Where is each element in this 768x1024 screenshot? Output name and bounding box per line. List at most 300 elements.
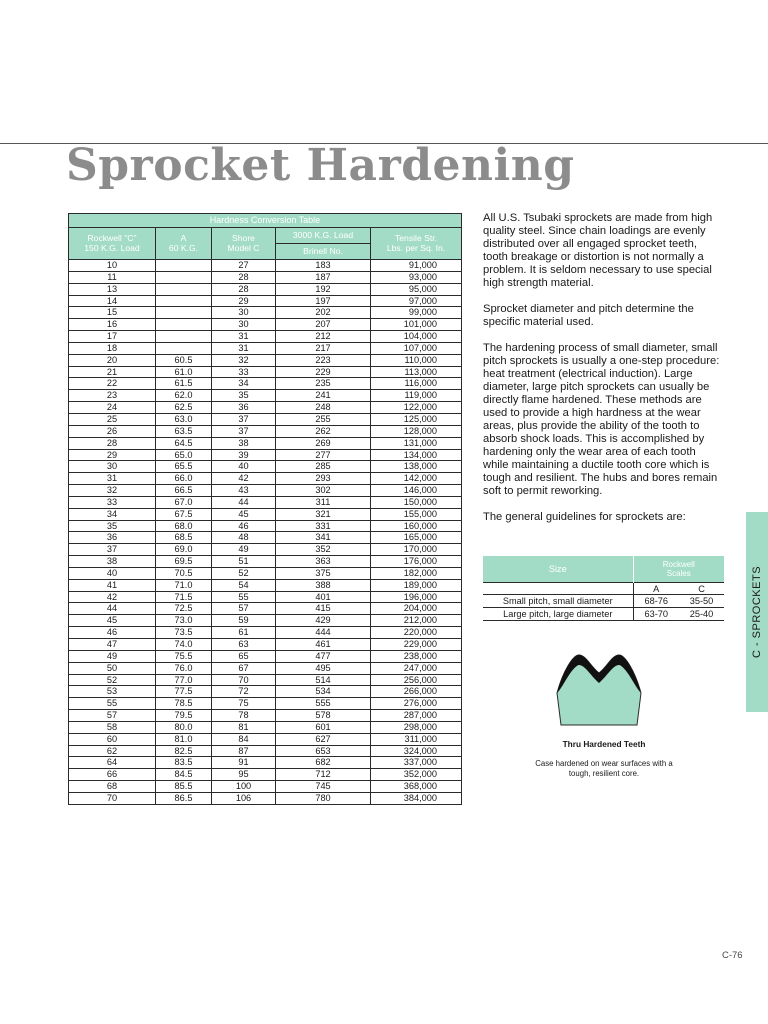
tensile-cell: 97,000 bbox=[371, 295, 462, 307]
header-tensile: Tensile Str. Lbs. per Sq. In. bbox=[371, 228, 462, 260]
tensile-cell: 352,000 bbox=[371, 769, 462, 781]
tensile-cell: 182,000 bbox=[371, 567, 462, 579]
brinell-cell: 534 bbox=[276, 686, 371, 698]
a-cell: 85.5 bbox=[156, 781, 212, 793]
table-row bbox=[69, 662, 462, 674]
shore-cell: 106 bbox=[212, 792, 276, 804]
tensile-cell: 165,000 bbox=[371, 532, 462, 544]
table-row bbox=[69, 449, 462, 461]
brinell-cell: 207 bbox=[276, 319, 371, 331]
a-cell: 63-70 bbox=[633, 608, 679, 621]
shore-cell: 54 bbox=[212, 579, 276, 591]
tensile-cell: 256,000 bbox=[371, 674, 462, 686]
table-row bbox=[69, 437, 462, 449]
shore-cell: 37 bbox=[212, 425, 276, 437]
shore-cell: 37 bbox=[212, 413, 276, 425]
brinell-cell: 293 bbox=[276, 473, 371, 485]
shore-cell: 29 bbox=[212, 295, 276, 307]
rockwell-c-cell: 22 bbox=[69, 378, 156, 390]
rockwell-c-cell: 24 bbox=[69, 402, 156, 414]
shore-cell: 39 bbox=[212, 449, 276, 461]
shore-cell: 67 bbox=[212, 662, 276, 674]
rockwell-c-cell: 23 bbox=[69, 390, 156, 402]
rockwell-c-cell: 31 bbox=[69, 473, 156, 485]
figure-caption: Thru Hardened Teeth bbox=[562, 739, 646, 749]
figure-note: Case hardened on wear surfaces with a tough, resilient core. bbox=[535, 759, 673, 778]
brinell-cell: 255 bbox=[276, 413, 371, 425]
a-cell: 61.0 bbox=[156, 366, 212, 378]
a-cell: 64.5 bbox=[156, 437, 212, 449]
page-number: C-76 bbox=[722, 950, 743, 961]
tensile-cell: 93,000 bbox=[371, 271, 462, 283]
a-cell: 86.5 bbox=[156, 792, 212, 804]
a-cell: 66.0 bbox=[156, 473, 212, 485]
shore-cell: 28 bbox=[212, 283, 276, 295]
hardened-teeth-illustration bbox=[553, 651, 645, 727]
tensile-cell: 176,000 bbox=[371, 556, 462, 568]
tensile-cell: 160,000 bbox=[371, 520, 462, 532]
paragraph: Sprocket diameter and pitch determine the specific material used. bbox=[483, 303, 694, 328]
brinell-cell: 302 bbox=[276, 485, 371, 497]
table-row bbox=[69, 366, 462, 378]
brinell-cell: 429 bbox=[276, 615, 371, 627]
rockwell-c-cell: 25 bbox=[69, 413, 156, 425]
brinell-cell: 248 bbox=[276, 402, 371, 414]
table-row bbox=[69, 295, 462, 307]
table-row bbox=[69, 544, 462, 556]
rockwell-c-cell: 33 bbox=[69, 496, 156, 508]
brinell-cell: 745 bbox=[276, 781, 371, 793]
table-row bbox=[483, 608, 724, 621]
shore-cell: 81 bbox=[212, 721, 276, 733]
rockwell-c-cell: 26 bbox=[69, 425, 156, 437]
brinell-cell: 183 bbox=[276, 260, 371, 272]
tensile-cell: 95,000 bbox=[371, 283, 462, 295]
shore-cell: 59 bbox=[212, 615, 276, 627]
a-cell: 82.5 bbox=[156, 745, 212, 757]
shore-cell: 27 bbox=[212, 260, 276, 272]
a-cell: 65.0 bbox=[156, 449, 212, 461]
brinell-cell: 311 bbox=[276, 496, 371, 508]
a-cell: 67.5 bbox=[156, 508, 212, 520]
brinell-cell: 653 bbox=[276, 745, 371, 757]
paragraph: The hardening process of small diameter, small pitch sprockets is usually a one-step procedure: heat treatment (electrical induction). Large diameter, large pitch sprockets can usually be directly flame hardened. These methods are used to provide a high hardness at the wear areas, plus provide the ability of the tooth to absorb shock loads. This is accomplished by hardening only the wear area of each tooth while maintaining a ductile tooth core which is tough and resilient. The hubs and bores remain soft to permit reworking. bbox=[483, 342, 720, 497]
table-row bbox=[69, 579, 462, 591]
a-cell: 69.0 bbox=[156, 544, 212, 556]
a-cell: 76.0 bbox=[156, 662, 212, 674]
brinell-cell: 712 bbox=[276, 769, 371, 781]
a-cell: 61.5 bbox=[156, 378, 212, 390]
table-row bbox=[483, 595, 724, 608]
rockwell-c-cell: 21 bbox=[69, 366, 156, 378]
hardness-conversion-table bbox=[68, 213, 462, 805]
shore-cell: 28 bbox=[212, 271, 276, 283]
tensile-cell: 113,000 bbox=[371, 366, 462, 378]
header-size: Size bbox=[483, 556, 633, 583]
table-row bbox=[69, 260, 462, 272]
a-cell: 68.5 bbox=[156, 532, 212, 544]
rockwell-c-cell: 38 bbox=[69, 556, 156, 568]
shore-cell: 30 bbox=[212, 307, 276, 319]
table-row bbox=[69, 733, 462, 745]
brinell-cell: 192 bbox=[276, 283, 371, 295]
brinell-cell: 601 bbox=[276, 721, 371, 733]
tensile-cell: 311,000 bbox=[371, 733, 462, 745]
header-col-a: A bbox=[633, 583, 679, 595]
rockwell-c-cell: 62 bbox=[69, 745, 156, 757]
table-row bbox=[69, 425, 462, 437]
tensile-cell: 122,000 bbox=[371, 402, 462, 414]
table-row bbox=[69, 271, 462, 283]
a-cell: 70.5 bbox=[156, 567, 212, 579]
a-cell: 66.5 bbox=[156, 485, 212, 497]
tensile-cell: 116,000 bbox=[371, 378, 462, 390]
table-row bbox=[69, 591, 462, 603]
table-row bbox=[69, 413, 462, 425]
a-cell bbox=[156, 295, 212, 307]
a-cell bbox=[156, 260, 212, 272]
rockwell-c-cell: 53 bbox=[69, 686, 156, 698]
section-tab-label: C - SPROCKETS bbox=[751, 565, 764, 659]
rockwell-c-cell: 34 bbox=[69, 508, 156, 520]
brinell-cell: 241 bbox=[276, 390, 371, 402]
shore-cell: 61 bbox=[212, 627, 276, 639]
brinell-cell: 202 bbox=[276, 307, 371, 319]
table-row bbox=[69, 721, 462, 733]
brinell-cell: 269 bbox=[276, 437, 371, 449]
rockwell-c-cell: 16 bbox=[69, 319, 156, 331]
shore-cell: 44 bbox=[212, 496, 276, 508]
rockwell-c-cell: 68 bbox=[69, 781, 156, 793]
rockwell-c-cell: 52 bbox=[69, 674, 156, 686]
c-cell: 25-40 bbox=[679, 608, 724, 621]
a-cell: 73.0 bbox=[156, 615, 212, 627]
a-cell: 80.0 bbox=[156, 721, 212, 733]
rockwell-c-cell: 32 bbox=[69, 485, 156, 497]
table-row bbox=[69, 485, 462, 497]
a-cell: 75.5 bbox=[156, 650, 212, 662]
brinell-cell: 321 bbox=[276, 508, 371, 520]
rockwell-c-cell: 40 bbox=[69, 567, 156, 579]
a-cell: 68.0 bbox=[156, 520, 212, 532]
paragraph: All U.S. Tsubaki sprockets are made from high quality steel. Since chain loadings are evenly distributed over all engaged sprocket teeth, tooth breakage or distortion is not normally a problem. It is seldom necessary to use special high strength material. bbox=[483, 212, 713, 289]
rockwell-c-cell: 46 bbox=[69, 627, 156, 639]
tensile-cell: 107,000 bbox=[371, 342, 462, 354]
a-cell: 71.0 bbox=[156, 579, 212, 591]
size-cell: Large pitch, large diameter bbox=[483, 608, 633, 621]
rockwell-c-cell: 50 bbox=[69, 662, 156, 674]
shore-cell: 65 bbox=[212, 650, 276, 662]
brinell-cell: 197 bbox=[276, 295, 371, 307]
a-cell bbox=[156, 271, 212, 283]
tensile-cell: 229,000 bbox=[371, 639, 462, 651]
rockwell-c-cell: 10 bbox=[69, 260, 156, 272]
shore-cell: 46 bbox=[212, 520, 276, 532]
table-row bbox=[69, 639, 462, 651]
tensile-cell: 110,000 bbox=[371, 354, 462, 366]
brinell-cell: 363 bbox=[276, 556, 371, 568]
tensile-cell: 125,000 bbox=[371, 413, 462, 425]
rockwell-c-cell: 35 bbox=[69, 520, 156, 532]
rockwell-c-cell: 17 bbox=[69, 331, 156, 343]
brinell-cell: 352 bbox=[276, 544, 371, 556]
brinell-cell: 229 bbox=[276, 366, 371, 378]
tensile-cell: 337,000 bbox=[371, 757, 462, 769]
shore-cell: 84 bbox=[212, 733, 276, 745]
table-row bbox=[69, 650, 462, 662]
brinell-cell: 477 bbox=[276, 650, 371, 662]
c-cell: 35-50 bbox=[679, 595, 724, 608]
tensile-cell: 99,000 bbox=[371, 307, 462, 319]
table-row bbox=[69, 603, 462, 615]
table-row bbox=[69, 710, 462, 722]
tensile-cell: 131,000 bbox=[371, 437, 462, 449]
a-cell: 63.5 bbox=[156, 425, 212, 437]
a-cell: 65.5 bbox=[156, 461, 212, 473]
shore-cell: 48 bbox=[212, 532, 276, 544]
tensile-cell: 104,000 bbox=[371, 331, 462, 343]
a-cell: 72.5 bbox=[156, 603, 212, 615]
rockwell-c-cell: 18 bbox=[69, 342, 156, 354]
brinell-cell: 341 bbox=[276, 532, 371, 544]
table-row bbox=[69, 627, 462, 639]
table-row bbox=[69, 781, 462, 793]
tensile-cell: 189,000 bbox=[371, 579, 462, 591]
rockwell-c-cell: 64 bbox=[69, 757, 156, 769]
table-row bbox=[69, 307, 462, 319]
table-row bbox=[69, 342, 462, 354]
brinell-cell: 780 bbox=[276, 792, 371, 804]
tensile-cell: 287,000 bbox=[371, 710, 462, 722]
shore-cell: 33 bbox=[212, 366, 276, 378]
tensile-cell: 247,000 bbox=[371, 662, 462, 674]
shore-cell: 49 bbox=[212, 544, 276, 556]
tensile-cell: 155,000 bbox=[371, 508, 462, 520]
rockwell-c-cell: 42 bbox=[69, 591, 156, 603]
table-row bbox=[69, 532, 462, 544]
body-text bbox=[483, 212, 723, 537]
tensile-cell: 142,000 bbox=[371, 473, 462, 485]
shore-cell: 40 bbox=[212, 461, 276, 473]
tensile-cell: 128,000 bbox=[371, 425, 462, 437]
rockwell-c-cell: 41 bbox=[69, 579, 156, 591]
size-cell: Small pitch, small diameter bbox=[483, 595, 633, 608]
brinell-cell: 235 bbox=[276, 378, 371, 390]
shore-cell: 31 bbox=[212, 342, 276, 354]
brinell-cell: 555 bbox=[276, 698, 371, 710]
rockwell-c-cell: 28 bbox=[69, 437, 156, 449]
shore-cell: 38 bbox=[212, 437, 276, 449]
tensile-cell: 134,000 bbox=[371, 449, 462, 461]
tensile-cell: 138,000 bbox=[371, 461, 462, 473]
tensile-cell: 384,000 bbox=[371, 792, 462, 804]
table-row bbox=[69, 331, 462, 343]
section-tab bbox=[746, 512, 768, 712]
shore-cell: 70 bbox=[212, 674, 276, 686]
brinell-cell: 401 bbox=[276, 591, 371, 603]
a-cell: 63.0 bbox=[156, 413, 212, 425]
shore-cell: 35 bbox=[212, 390, 276, 402]
a-cell: 73.5 bbox=[156, 627, 212, 639]
brinell-cell: 514 bbox=[276, 674, 371, 686]
rockwell-c-cell: 55 bbox=[69, 698, 156, 710]
shore-cell: 87 bbox=[212, 745, 276, 757]
shore-cell: 72 bbox=[212, 686, 276, 698]
rockwell-c-cell: 70 bbox=[69, 792, 156, 804]
rockwell-c-cell: 29 bbox=[69, 449, 156, 461]
a-cell: 77.5 bbox=[156, 686, 212, 698]
table-row bbox=[69, 686, 462, 698]
table-row bbox=[69, 473, 462, 485]
a-cell: 60.5 bbox=[156, 354, 212, 366]
brinell-cell: 212 bbox=[276, 331, 371, 343]
table-caption: Hardness Conversion Table bbox=[69, 214, 462, 228]
table-row bbox=[69, 378, 462, 390]
shore-cell: 75 bbox=[212, 698, 276, 710]
tensile-cell: 238,000 bbox=[371, 650, 462, 662]
header-brinell: Brinell No. bbox=[276, 244, 371, 260]
a-cell: 79.5 bbox=[156, 710, 212, 722]
header-shore: Shore Model C bbox=[212, 228, 276, 260]
brinell-cell: 285 bbox=[276, 461, 371, 473]
shore-cell: 55 bbox=[212, 591, 276, 603]
guidelines-table bbox=[483, 556, 724, 621]
table-row bbox=[69, 496, 462, 508]
a-cell bbox=[156, 283, 212, 295]
a-cell bbox=[156, 319, 212, 331]
shore-cell: 78 bbox=[212, 710, 276, 722]
a-cell: 81.0 bbox=[156, 733, 212, 745]
a-cell bbox=[156, 342, 212, 354]
tensile-cell: 146,000 bbox=[371, 485, 462, 497]
a-cell: 62.0 bbox=[156, 390, 212, 402]
rockwell-c-cell: 44 bbox=[69, 603, 156, 615]
header-blank bbox=[483, 583, 633, 595]
table-row bbox=[69, 757, 462, 769]
shore-cell: 34 bbox=[212, 378, 276, 390]
rockwell-c-cell: 57 bbox=[69, 710, 156, 722]
a-cell bbox=[156, 307, 212, 319]
header-rockwell-c: Rockwell "C" 150 K.G. Load bbox=[69, 228, 156, 260]
rockwell-c-cell: 30 bbox=[69, 461, 156, 473]
brinell-cell: 217 bbox=[276, 342, 371, 354]
a-cell: 84.5 bbox=[156, 769, 212, 781]
brinell-cell: 578 bbox=[276, 710, 371, 722]
table-row bbox=[69, 556, 462, 568]
a-cell: 62.5 bbox=[156, 402, 212, 414]
shore-cell: 32 bbox=[212, 354, 276, 366]
rockwell-c-cell: 47 bbox=[69, 639, 156, 651]
rockwell-c-cell: 49 bbox=[69, 650, 156, 662]
tensile-cell: 266,000 bbox=[371, 686, 462, 698]
brinell-cell: 461 bbox=[276, 639, 371, 651]
shore-cell: 100 bbox=[212, 781, 276, 793]
tensile-cell: 212,000 bbox=[371, 615, 462, 627]
table-row bbox=[69, 792, 462, 804]
rockwell-c-cell: 60 bbox=[69, 733, 156, 745]
rockwell-c-cell: 37 bbox=[69, 544, 156, 556]
brinell-cell: 415 bbox=[276, 603, 371, 615]
tensile-cell: 220,000 bbox=[371, 627, 462, 639]
shore-cell: 30 bbox=[212, 319, 276, 331]
shore-cell: 57 bbox=[212, 603, 276, 615]
shore-cell: 51 bbox=[212, 556, 276, 568]
shore-cell: 43 bbox=[212, 485, 276, 497]
table-row bbox=[69, 508, 462, 520]
header-load-group: 3000 K.G. Load bbox=[276, 228, 371, 244]
table-row bbox=[69, 319, 462, 331]
header-rockwell-scales: Rockwell Scales bbox=[633, 556, 724, 583]
a-cell: 67.0 bbox=[156, 496, 212, 508]
brinell-cell: 331 bbox=[276, 520, 371, 532]
rockwell-c-cell: 14 bbox=[69, 295, 156, 307]
brinell-cell: 682 bbox=[276, 757, 371, 769]
a-cell bbox=[156, 331, 212, 343]
rockwell-c-cell: 36 bbox=[69, 532, 156, 544]
a-cell: 77.0 bbox=[156, 674, 212, 686]
rockwell-c-cell: 15 bbox=[69, 307, 156, 319]
tensile-cell: 101,000 bbox=[371, 319, 462, 331]
table-row bbox=[69, 402, 462, 414]
table-row bbox=[69, 567, 462, 579]
tensile-cell: 170,000 bbox=[371, 544, 462, 556]
tensile-cell: 204,000 bbox=[371, 603, 462, 615]
page-title: Sprocket Hardening bbox=[66, 140, 575, 191]
tensile-cell: 119,000 bbox=[371, 390, 462, 402]
brinell-cell: 495 bbox=[276, 662, 371, 674]
table-row bbox=[69, 461, 462, 473]
rockwell-c-cell: 13 bbox=[69, 283, 156, 295]
brinell-cell: 223 bbox=[276, 354, 371, 366]
rockwell-c-cell: 58 bbox=[69, 721, 156, 733]
header-a: A 60 K.G. bbox=[156, 228, 212, 260]
table-row bbox=[69, 390, 462, 402]
table-row bbox=[69, 283, 462, 295]
shore-cell: 52 bbox=[212, 567, 276, 579]
a-cell: 74.0 bbox=[156, 639, 212, 651]
tensile-cell: 298,000 bbox=[371, 721, 462, 733]
shore-cell: 91 bbox=[212, 757, 276, 769]
table-row bbox=[69, 745, 462, 757]
shore-cell: 95 bbox=[212, 769, 276, 781]
tensile-cell: 91,000 bbox=[371, 260, 462, 272]
tensile-cell: 368,000 bbox=[371, 781, 462, 793]
header-col-c: C bbox=[679, 583, 724, 595]
shore-cell: 45 bbox=[212, 508, 276, 520]
brinell-cell: 375 bbox=[276, 567, 371, 579]
brinell-cell: 444 bbox=[276, 627, 371, 639]
shore-cell: 42 bbox=[212, 473, 276, 485]
tensile-cell: 196,000 bbox=[371, 591, 462, 603]
table-row bbox=[69, 674, 462, 686]
a-cell: 71.5 bbox=[156, 591, 212, 603]
brinell-cell: 277 bbox=[276, 449, 371, 461]
tensile-cell: 150,000 bbox=[371, 496, 462, 508]
shore-cell: 36 bbox=[212, 402, 276, 414]
table-row bbox=[69, 615, 462, 627]
paragraph: The general guidelines for sprockets are: bbox=[483, 511, 686, 523]
a-cell: 68-76 bbox=[633, 595, 679, 608]
rockwell-c-cell: 11 bbox=[69, 271, 156, 283]
rockwell-c-cell: 66 bbox=[69, 769, 156, 781]
rockwell-c-cell: 20 bbox=[69, 354, 156, 366]
tensile-cell: 276,000 bbox=[371, 698, 462, 710]
rockwell-c-cell: 45 bbox=[69, 615, 156, 627]
tensile-cell: 324,000 bbox=[371, 745, 462, 757]
table-row bbox=[69, 354, 462, 366]
brinell-cell: 388 bbox=[276, 579, 371, 591]
a-cell: 83.5 bbox=[156, 757, 212, 769]
